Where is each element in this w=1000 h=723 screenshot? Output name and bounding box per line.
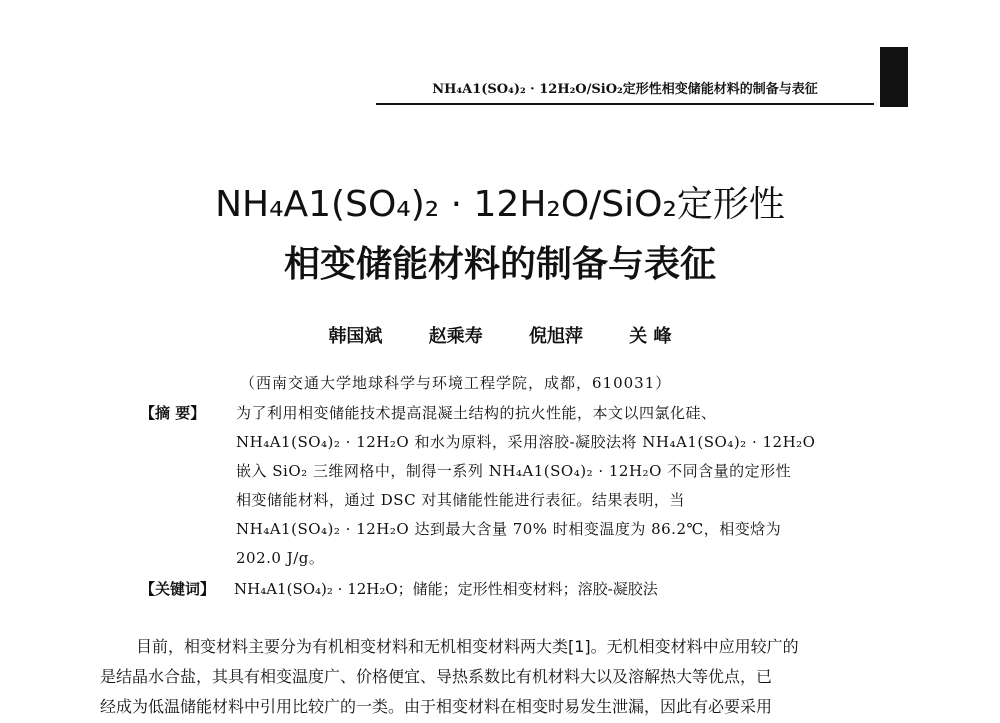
affiliation: （西南交通大学地球科学与环境工程学院，成都，610031） [240,374,672,392]
running-header: NH₄A1(SO₄)₂ · 12H₂O/SiO₂定形性相变储能材料的制备与表征 [432,82,818,97]
abstract-line: NH₄A1(SO₄)₂ · 12H₂O 和水为原料，采用溶胶-凝胶法将 NH₄A1(SO₄)₂ · 12H₂O [236,433,816,451]
body-paragraph-line: 是结晶水合盐，其具有相变温度广、价格便宜、导热系数比有机材料大以及溶解热大等优点，已 [100,667,773,686]
abstract-line: 为了利用相变储能技术提高混凝土结构的抗火性能，本文以四氯化硅、 [236,404,717,422]
abstract-line: 嵌入 SiO₂ 三维网格中，制得一系列 NH₄A1(SO₄)₂ · 12H₂O 不同含量的定形性 [236,462,792,480]
keywords: NH₄A1(SO₄)₂ · 12H₂O；储能；定形性相变材料；溶胶-凝胶法 [234,580,658,598]
author-list [0,322,1000,348]
title-line-1: NH₄A1(SO₄)₂ · 12H₂O/SiO₂定形性 [215,184,785,225]
page-edge-marker [880,47,908,107]
header-rule [376,103,874,105]
abstract-line: 相变储能材料，通过 DSC 对其储能性能进行表征。结果表明，当 [236,491,685,509]
author-2: 赵乘寿 [428,326,483,347]
title-line-2: 相变储能材料的制备与表征 [283,244,716,285]
author-3: 倪旭萍 [529,326,583,347]
author-1: 韩国斌 [328,326,383,347]
body-paragraph-line: 经成为低温储能材料中引用比较广的一类。由于相变材料在相变时易发生泄漏，因此有必要采用 [100,697,773,716]
author-4: 关 峰 [629,326,672,347]
abstract-label: 【摘 要】 [140,404,206,422]
abstract-line: NH₄A1(SO₄)₂ · 12H₂O 达到最大含量 70% 时相变温度为 86.2℃，相变焓为 [236,520,782,538]
body-paragraph-line: 目前，相变材料主要分为有机相变材料和无机相变材料两大类[1]。无机相变材料中应用较广的 [136,637,799,656]
keywords-label: 【关键词】 [140,580,216,598]
abstract-line: 202.0 J/g。 [236,549,325,567]
